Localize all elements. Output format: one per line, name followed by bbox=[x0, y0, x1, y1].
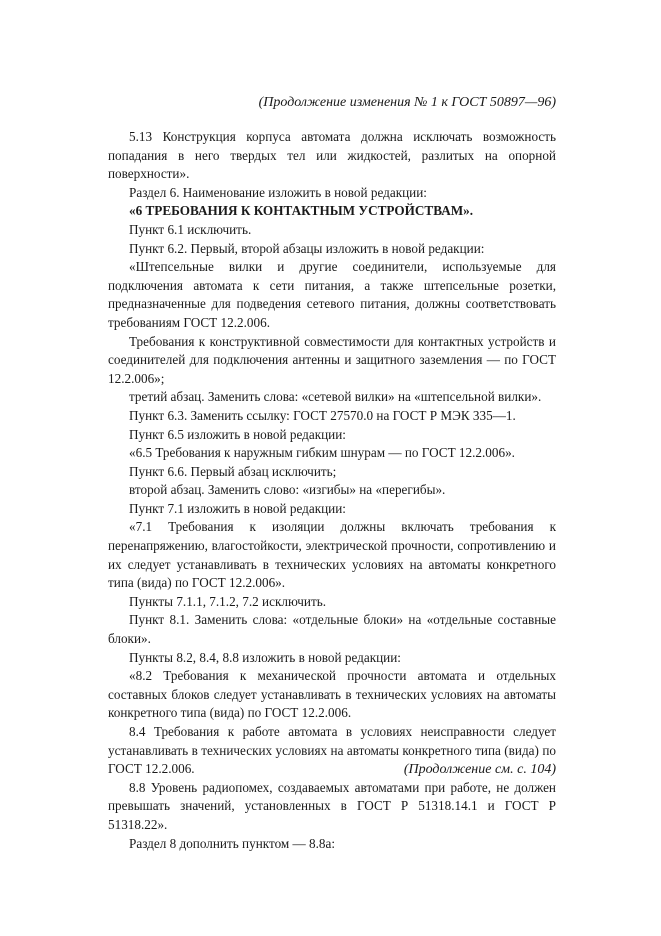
section-6-new-title: «6 ТРЕБОВАНИЯ К КОНТАКТНЫМ УСТРОЙСТВАМ». bbox=[129, 203, 474, 219]
paragraph-6-3: Пункт 6.3. Заменить ссылку: ГОСТ 27570.0 на ГОСТ Р МЭК 335—1. bbox=[129, 407, 516, 423]
paragraph-6-5: Пункт 6.5 изложить в новой редакции: bbox=[129, 426, 346, 442]
paragraph-8-4-text: 8.4 Требования к работе автомата в условиях неисправности следует устанавливать в технических условиях на автоматы конкретного типа (вида) по ГОСТ 12.2.006. bbox=[108, 724, 556, 777]
paragraph-section-8-addition: Раздел 8 дополнить пунктом — 8.8а: bbox=[129, 835, 336, 851]
paragraph-8-1: Пункт 8.1. Заменить слова: «отдельные блоки» на «отдельные составные блоки». bbox=[108, 612, 556, 647]
paragraph-6-2-third: третий абзац. Заменить слова: «сетевой вилки» на «штепсельной вилки». bbox=[129, 389, 542, 405]
paragraph-7-1: Пункт 7.1 изложить в новой редакции: bbox=[129, 500, 346, 516]
paragraph-7-1-text: «7.1 Требования к изоляции должны включать требования к перенапряжению, влагостойкости, электрической прочности, сопротивлению и их следует устанавливать в технических условиях на автоматы конкретного типа (вида) по ГОСТ 12.2.006». bbox=[108, 519, 556, 591]
paragraph-6-6-second: второй абзац. Заменить слово: «изгибы» на «перегибы». bbox=[129, 482, 446, 498]
paragraph-section-6-title-change: Раздел 6. Наименование изложить в новой редакции: bbox=[129, 184, 427, 200]
paragraph-6-2-text-2: Требования к конструктивной совместимости для контактных устройств и соединителей для подключения антенны и защитного заземления — по ГОСТ 12.2.006»; bbox=[108, 333, 556, 386]
continuation-header: (Продолжение изменения № 1 к ГОСТ 50897—96) bbox=[258, 95, 556, 110]
paragraph-6-2-text-1: «Штепсельные вилки и другие соединители, используемые для подключения автомата к сети питания, а также штепсельные розетки, предназначенные для подведения сетевого питания, должны соответствовать требованиям ГОСТ 12.2.006. bbox=[108, 259, 556, 330]
paragraph-6-2: Пункт 6.2. Первый, второй абзацы изложить в новой редакции: bbox=[129, 240, 485, 256]
paragraph-6-6: Пункт 6.6. Первый абзац исключить; bbox=[129, 463, 337, 479]
paragraph-5-13: 5.13 Конструкция корпуса автомата должна исключать возможность попадания в него твердых тел или жидкостей, разлитых на опорной поверхности». bbox=[108, 129, 556, 182]
paragraph-8-2-8-4-8-8: Пункты 8.2, 8.4, 8.8 изложить в новой редакции: bbox=[129, 649, 401, 665]
paragraph-8-8-text: 8.8 Уровень радиопомех, создаваемых автоматами при работе, не должен превышать значений, установленных в ГОСТ Р 51318.14.1 и ГОСТ Р 51318.22». bbox=[108, 779, 556, 832]
paragraph-6-5-text: «6.5 Требования к наружным гибким шнурам — по ГОСТ 12.2.006». bbox=[129, 445, 515, 461]
paragraph-7-1-1: Пункты 7.1.1, 7.1.2, 7.2 исключить. bbox=[129, 593, 327, 609]
paragraph-8-2-text: «8.2 Требования к механической прочности автомата и отдельных составных блоков следует устанавливать в технических условиях на автоматы конкретного типа (вида) по ГОСТ 12.2.006. bbox=[108, 668, 556, 721]
paragraph-6-1: Пункт 6.1 исключить. bbox=[129, 221, 252, 237]
continuation-footer: (Продолжение см. с. 104) bbox=[403, 762, 556, 777]
document-body bbox=[108, 128, 556, 853]
